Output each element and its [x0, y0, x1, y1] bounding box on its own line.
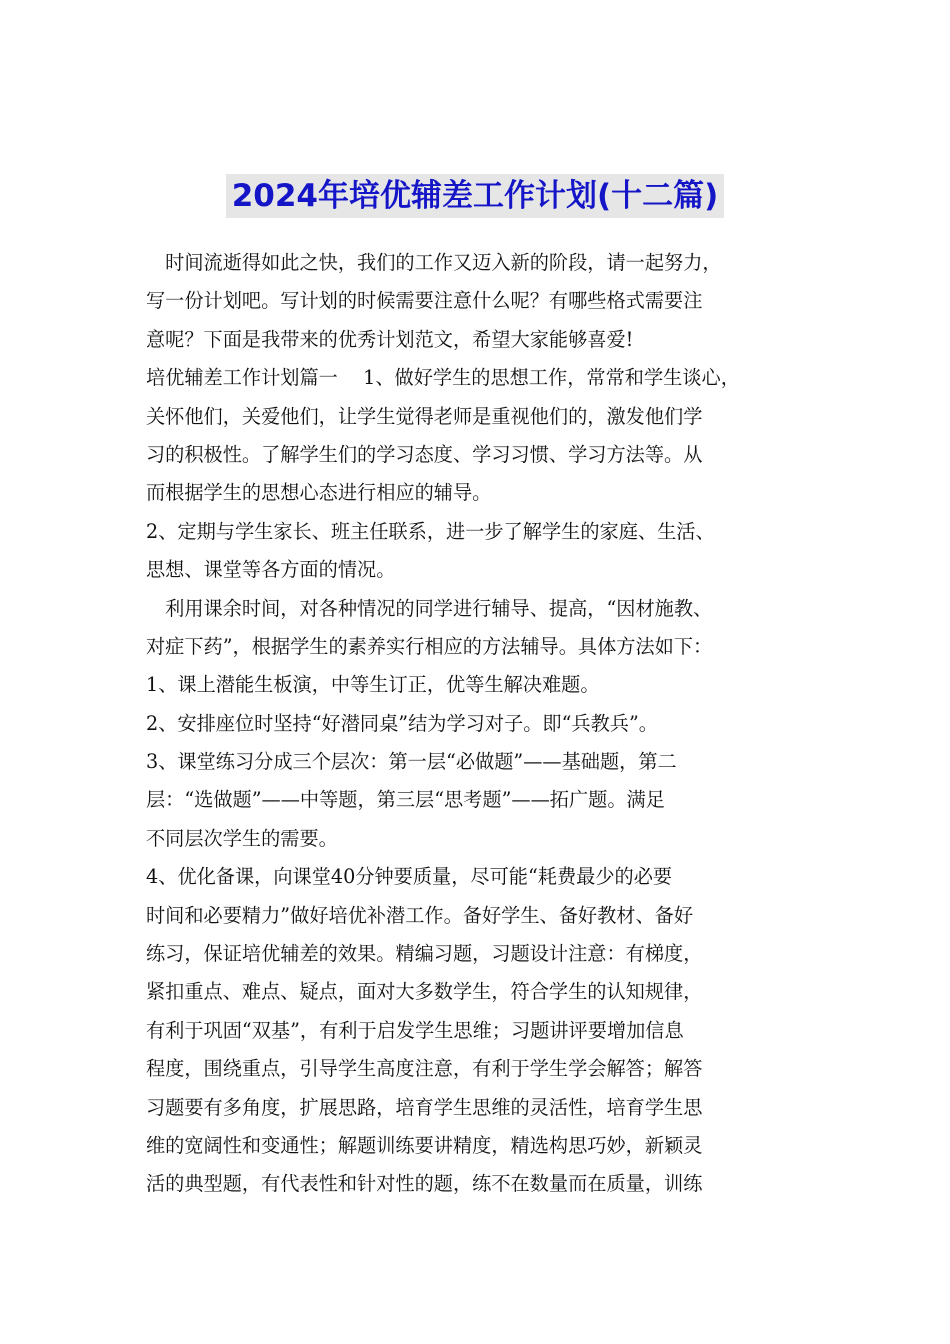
text-line: 2、定期与学生家长、班主任联系，进一步了解学生的家庭、生活、 — [146, 519, 715, 543]
text-line: 维的宽阔性和变通性；解题训练要讲精度，精选构思巧妙，新颖灵 — [146, 1133, 703, 1157]
text-line: 对症下药”，根据学生的素养实行相应的方法辅导。具体方法如下： — [146, 634, 713, 658]
text-line: 层：“选做题”——中等题，第三层“思考题”——拓广题。满足 — [146, 788, 665, 812]
text-line: 利用课余时间，对各种情况的同学进行辅导、提高，“因材施教、 — [146, 596, 713, 620]
text-line: 4、优化备课，向课堂40分钟要质量，尽可能“耗费最少的必要 — [146, 865, 673, 889]
text-line: 时间和必要精力”做好培优补潜工作。备好学生、备好教材、备好 — [146, 903, 694, 927]
text-line: 1、课上潜能生板演，中等生订正，优等生解决难题。 — [146, 673, 600, 697]
text-line: 活的典型题，有代表性和针对性的题，练不在数量而在质量，训练 — [146, 1172, 703, 1196]
text-line: 意呢？下面是我带来的优秀计划范文，希望大家能够喜爱! — [146, 327, 634, 351]
title-container — [0, 174, 950, 218]
text-line: 培优辅差工作计划篇一 1、做好学生的思想工作，常常和学生谈心， — [146, 366, 740, 390]
document-title: 2024年培优辅差工作计划(十二篇) — [226, 174, 725, 218]
text-line: 关怀他们，关爱他们，让学生觉得老师是重视他们的，激发他们学 — [146, 404, 703, 428]
text-line: 时间流逝得如此之快，我们的工作又迈入新的阶段，请一起努力， — [146, 251, 722, 274]
text-line: 写一份计划吧。写计划的时候需要注意什么呢？有哪些格式需要注 — [146, 289, 703, 313]
text-line: 程度，围绕重点，引导学生高度注意，有利于学生学会解答；解答 — [146, 1057, 703, 1081]
text-line: 而根据学生的思想心态进行相应的辅导。 — [146, 481, 492, 505]
text-line: 3、课堂练习分成三个层次：第一层“必做题”——基础题，第二 — [146, 750, 677, 774]
text-line: 思想、课堂等各方面的情况。 — [146, 558, 396, 582]
text-line: 习的积极性。了解学生们的学习态度、学习习惯、学习方法等。从 — [146, 442, 703, 466]
text-line: 习题要有多角度，扩展思路，培育学生思维的灵活性，培育学生思 — [146, 1095, 703, 1119]
text-line: 有利于巩固“双基”，有利于启发学生思维；习题讲评要增加信息 — [146, 1018, 684, 1042]
text-line: 2、安排座位时坚持“好潜同桌”结为学习对子。即“兵教兵”。 — [146, 711, 658, 735]
text-line: 练习，保证培优辅差的效果。精编习题，习题设计注意：有梯度， — [146, 942, 703, 966]
document-body — [146, 244, 826, 1204]
text-line: 紧扣重点、难点、疑点，面对大多数学生，符合学生的认知规律， — [146, 980, 703, 1004]
text-line: 不同层次学生的需要。 — [146, 826, 338, 850]
